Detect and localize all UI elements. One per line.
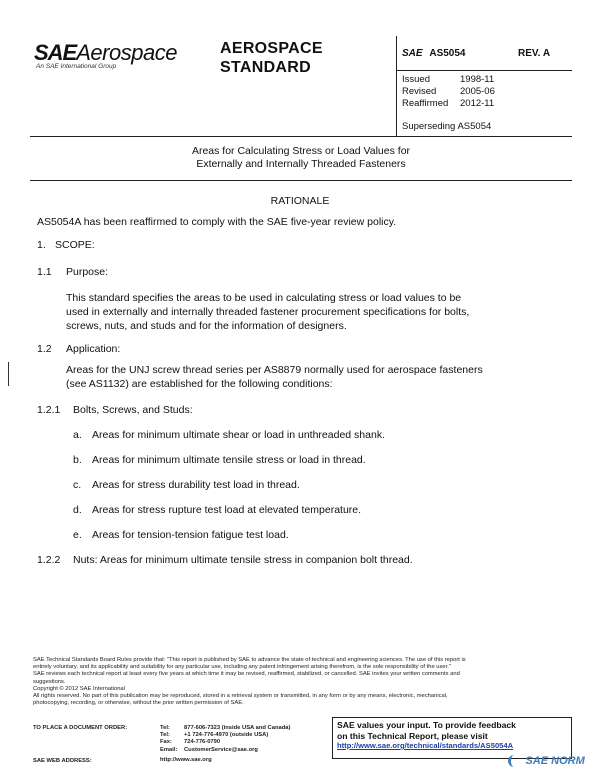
section-1-2-2-number: 1.2.2 xyxy=(37,554,61,566)
item-c-letter: c. xyxy=(73,479,82,491)
purpose-line3: screws, nuts, and studs and for the information of designers. xyxy=(66,320,347,332)
feedback-line1: SAE values your input. To provide feedback xyxy=(337,720,516,730)
doc-logo: SAE xyxy=(402,48,423,59)
document-title xyxy=(30,145,572,171)
purpose-line2: used in externally and internally threaded fastener procurement specifications for bolts, xyxy=(66,306,470,318)
item-a-letter: a. xyxy=(73,429,82,441)
tel2-value: +1 724-776-4970 (outside USA) xyxy=(184,732,269,739)
doc-number-block xyxy=(402,48,465,59)
section-1-2-1-title: Bolts, Screws, and Studs: xyxy=(73,404,193,416)
purpose-paragraph xyxy=(66,291,469,333)
section-1-1-title: Purpose: xyxy=(66,266,109,278)
footer-rights-line2: photocopying, recording, or otherwise, without the prior written permission of SAE. xyxy=(33,700,244,707)
logo-tagline: An SAE International Group xyxy=(36,63,117,70)
web-link[interactable]: http://www.sae.org xyxy=(160,757,212,763)
item-c-text: Areas for stress durability test load in thread. xyxy=(92,479,300,491)
tel2-label: Tel: xyxy=(160,732,170,739)
rationale-text: AS5054A has been reaffirmed to comply with the SAE five-year review policy. xyxy=(37,216,397,228)
header-divider-vertical xyxy=(396,36,397,136)
item-a-text: Areas for minimum ultimate shear or load in unthreaded shank. xyxy=(92,429,385,441)
feedback-link[interactable]: http://www.sae.org/technical/standards/AS5054A xyxy=(337,741,514,750)
doc-type-line2: STANDARD xyxy=(220,59,311,76)
logo-sae: SAE xyxy=(34,40,77,65)
issued-value: 1998-11 xyxy=(460,74,495,85)
purpose-line1: This standard specifies the areas to be used in calculating stress or load values to be xyxy=(66,292,462,304)
doc-type-line1: AEROSPACE xyxy=(220,40,323,57)
item-d-letter: d. xyxy=(73,504,82,516)
stamp-swoosh-icon xyxy=(508,755,521,767)
feedback-text xyxy=(337,720,516,752)
revision: REV. A xyxy=(518,48,551,59)
section-1-2-1-number: 1.2.1 xyxy=(37,404,61,416)
title-bottom-rule xyxy=(30,180,572,181)
reaffirmed-label: Reaffirmed xyxy=(402,98,449,109)
title-line1: Areas for Calculating Stress or Load Values for xyxy=(191,145,411,157)
web-label: SAE WEB ADDRESS: xyxy=(33,758,92,764)
item-b-letter: b. xyxy=(73,454,82,466)
revised-value: 2005-06 xyxy=(460,86,495,97)
section-1-number: 1. xyxy=(37,239,46,251)
logo-aero: Aerospace xyxy=(76,40,177,65)
footer-review-line2: suggestions. xyxy=(33,678,66,685)
footer-rights-line1: All rights reserved. No part of this publication may be reproduced, stored in a retrieval system or transmitted, in any form or by any means, electronic, mechanical, xyxy=(33,693,448,700)
email-link[interactable]: CustomerService@sae.org xyxy=(184,746,258,753)
superseding: Superseding AS5054 xyxy=(402,121,492,132)
revised-label: Revised xyxy=(402,86,437,97)
section-1-2-title: Application: xyxy=(66,343,121,355)
sae-norm-stamp xyxy=(508,752,585,770)
section-1-title: SCOPE: xyxy=(55,239,95,251)
item-e-letter: e. xyxy=(73,529,82,541)
footer-review-line1: SAE reviews each technical report at least every five years at which time it may be revised, reaffirmed, stabilized, or cancelled. SAE invites your written comments and xyxy=(33,671,460,678)
item-b-text: Areas for minimum ultimate tensile stress or load in thread. xyxy=(92,454,366,466)
header-divider-horizontal xyxy=(396,70,572,71)
application-paragraph xyxy=(66,363,483,391)
change-bar xyxy=(8,362,9,386)
item-e-text: Areas for tension-tension fatigue test load. xyxy=(92,529,289,541)
tel-label: Tel: xyxy=(160,725,170,731)
section-1-1-number: 1.1 xyxy=(37,266,52,278)
fax-value: 724-776-0790 xyxy=(184,739,221,746)
application-line1: Areas for the UNJ screw thread series per AS8879 normally used for aerospace fasteners xyxy=(66,364,483,376)
footer-legal xyxy=(33,657,573,707)
item-d-text: Areas for stress rupture test load at elevated temperature. xyxy=(92,504,362,516)
issued-label: Issued xyxy=(402,74,430,85)
stamp-text: SAE NORM xyxy=(525,754,585,767)
footer-rules-line2: entirely voluntary, and its applicability and suitability for any particular use, including any patent infringement arising therefrom, is the sole responsibility of the user." xyxy=(33,664,451,671)
doc-number: AS5054 xyxy=(429,48,466,59)
reaffirmed-value: 2012-11 xyxy=(460,98,495,109)
fax-label: Fax: xyxy=(160,739,172,746)
footer-rules-line1: SAE Technical Standards Board Rules provide that: "This report is published by SAE to advance the state of technical and engineering sciences. The use of this report is xyxy=(33,657,466,663)
footer-copyright: Copyright © 2012 SAE International xyxy=(33,685,125,692)
order-label: TO PLACE A DOCUMENT ORDER: xyxy=(33,725,128,731)
title-line2: Externally and Internally Threaded Fasteners xyxy=(196,158,406,170)
section-1-2-2-text: Nuts: Areas for minimum ultimate tensile stress in companion bolt thread. xyxy=(73,554,413,566)
feedback-line2: on this Technical Report, please visit xyxy=(337,730,488,741)
contact-block xyxy=(160,725,290,754)
application-line2: (see AS1132) are established for the following conditions: xyxy=(66,378,333,390)
tel-value: 877-606-7323 (inside USA and Canada) xyxy=(184,725,291,731)
rationale-heading: RATIONALE xyxy=(270,195,330,207)
email-label: Email: xyxy=(160,746,178,753)
title-top-rule xyxy=(30,136,572,137)
section-1-2-number: 1.2 xyxy=(37,343,52,355)
